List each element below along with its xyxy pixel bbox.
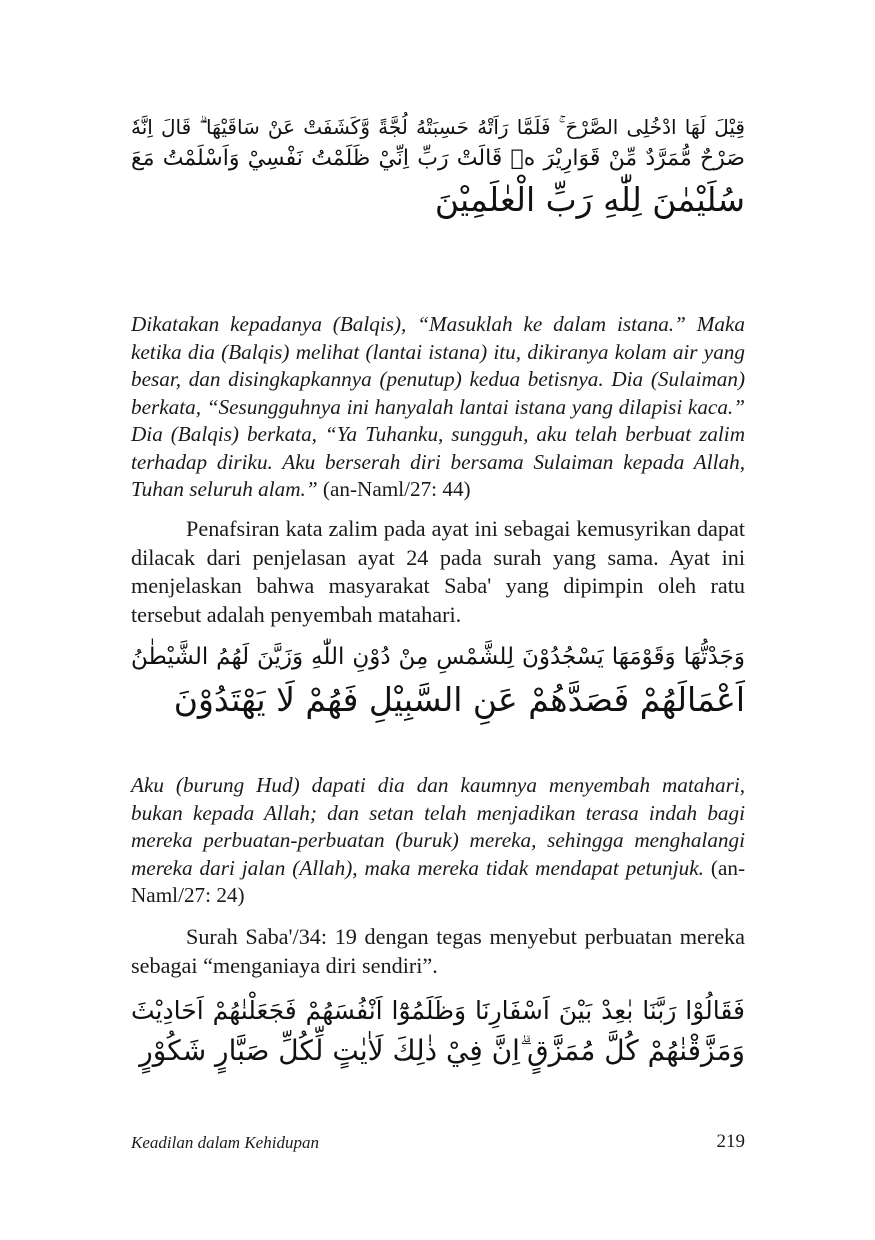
paragraph-2: Surah Saba'/34: 19 dengan tegas menyebut perbuatan mereka sebagai “menganiaya diri sendiri”. — [131, 924, 745, 978]
verse-44-arabic — [131, 112, 745, 225]
verse-44-translation — [131, 311, 745, 504]
arabic-line: قِيْلَ لَهَا ادْخُلِى الصَّرْحَ ۚ فَلَمَّا رَاَتْهُ حَسِبَتْهُ لُجَّةً وَّكَشَفَتْ عَنْ سَاقَيْهَا ۗ قَالَ اِنَّهٗ — [131, 115, 745, 139]
arabic-line: وَمَزَّقْنٰهُمْ كُلَّ مُمَزَّقٍ ۗاِنَّ فِيْ ذٰلِكَ لَاٰيٰتٍ لِّكُلِّ صَبَّارٍ شَكُوْرٍ — [139, 1033, 745, 1067]
book-title: Keadilan dalam Kehidupan — [131, 1133, 319, 1152]
verse-24-translation — [131, 772, 745, 910]
verse-citation: (an-Naml/27: 24) — [131, 855, 746, 907]
translation-text: Aku (burung Hud) dapati dia dan kaumnya menyembah matahari, bukan kepada Allah; dan setan telah menjadikan terasa indah bagi mereka perbuatan-perbuatan (buruk) mereka, sehingga menghalangi mereka dari jalan (Allah), maka mereka tidak mendapat petunjuk. — [131, 773, 745, 880]
arabic-line: وَجَدْتُّهَا وَقَوْمَهَا يَسْجُدُوْنَ لِلشَّمْسِ مِنْ دُوْنِ اللّٰهِ وَزَيَّنَ لَهُمُ الشَّيْطٰنُ — [131, 644, 745, 670]
paragraph-1: Penafsiran kata zalim pada ayat ini sebagai kemusyrikan dapat dilacak dari penjelasan ayat 24 pada surah yang sama. Ayat ini menjelaskan bahwa masyarakat Saba' yang dipimpin oleh ratu tersebut adalah penyembah matahari. — [131, 516, 745, 627]
arabic-line: سُلَيْمٰنَ لِلّٰهِ رَبِّ الْعٰلَمِيْنَ — [434, 180, 745, 219]
arabic-line: فَقَالُوْا رَبَّنَا بٰعِدْ بَيْنَ اَسْفَارِنَا وَظَلَمُوْٓا اَنْفُسَهُمْ فَجَعَلْنٰهُمْ اَحَادِيْثَ — [131, 996, 745, 1025]
page-number: 219 — [716, 1131, 745, 1152]
verse-citation: (an-Naml/27: 44) — [322, 477, 471, 501]
translation-text: Dikatakan kepadanya (Balqis), “Masuklah ke dalam istana.” Maka ketika dia (Balqis) melihat (lantai istana) itu, dikiranya kolam air yang besar, dan disingkapkannya (penutup) kedua betisnya. Dia (Sulaiman) berkata, “Sesungguhnya ini hanyalah lantai istana yang dilapisi kaca.” Dia (Balqis) berkata, “Ya Tuhanku, sungguh, aku telah berbuat zalim terhadap diriku. Aku berserah diri bersama Sulaiman kepada Allah, Tuhan seluruh alam.” — [131, 312, 745, 501]
arabic-line: صَرْحٌ مُّمَرَّدٌ مِّنْ قَوَارِيْرَ ەۗ قَالَتْ رَبِّ اِنِّيْ ظَلَمْتُ نَفْسِيْ وَاَسْلَمْتُ مَعَ — [131, 146, 745, 171]
arabic-line: اَعْمَالَهُمْ فَصَدَّهُمْ عَنِ السَّبِيْلِ فَهُمْ لَا يَهْتَدُوْنَ — [173, 679, 745, 719]
saba-19-arabic — [131, 992, 745, 1072]
verse-24-arabic — [131, 640, 745, 724]
